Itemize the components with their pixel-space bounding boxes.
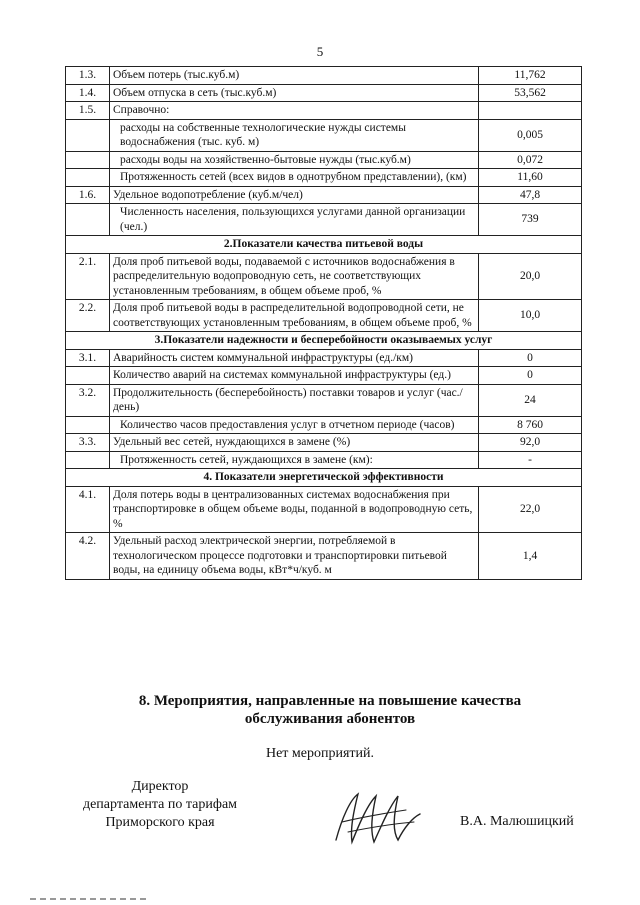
table-row	[66, 169, 582, 187]
indicator-value: -	[479, 451, 582, 469]
indicator-label: Удельный вес сетей, нуждающихся в замене (%)	[110, 434, 479, 452]
signatory-title	[55, 778, 265, 832]
indicator-label: Объем отпуска в сеть (тыс.куб.м)	[110, 84, 479, 102]
indicator-value	[479, 102, 582, 120]
table-row	[66, 434, 582, 452]
indicator-value: 0	[479, 349, 582, 367]
table-row	[66, 367, 582, 385]
table-row	[66, 349, 582, 367]
indicator-label: Удельное водопотребление (куб.м/чел)	[110, 186, 479, 204]
row-number: 2.1.	[66, 253, 110, 300]
handwritten-signature	[328, 788, 428, 848]
table-section-header	[66, 469, 582, 487]
row-number: 1.3.	[66, 67, 110, 85]
table-row	[66, 119, 582, 151]
row-number: 4.2.	[66, 533, 110, 580]
row-number: 3.3.	[66, 434, 110, 452]
indicator-label: расходы на собственные технологические нужды системы водоснабжения (тыс. куб. м)	[110, 119, 479, 151]
section-header-label: 2.Показатели качества питьевой воды	[66, 236, 582, 254]
row-number	[66, 119, 110, 151]
indicator-label: Количество аварий на системах коммунальной инфраструктуры (ед.)	[110, 367, 479, 385]
indicator-value: 92,0	[479, 434, 582, 452]
row-number	[66, 416, 110, 434]
indicator-value: 24	[479, 384, 582, 416]
page-number: 5	[316, 44, 324, 59]
section-header-label: 3.Показатели надежности и бесперебойности оказываемых услуг	[66, 332, 582, 350]
indicator-label: Доля проб питьевой воды, подаваемой с источников водоснабжения в распределительную водопроводную сеть, не соответствующих установленным требованиям, в общем объеме проб, %	[110, 253, 479, 300]
indicator-label: Аварийность систем коммунальной инфраструктуры (ед./км)	[110, 349, 479, 367]
table-row	[66, 84, 582, 102]
table-section-header	[66, 332, 582, 350]
row-number: 3.2.	[66, 384, 110, 416]
signatory-title-line-1: Директор	[131, 779, 189, 794]
indicator-value: 11,762	[479, 67, 582, 85]
row-number	[66, 367, 110, 385]
section-8-heading	[60, 692, 600, 728]
indicator-label: Протяженность сетей (всех видов в однотрубном представлении), (км)	[110, 169, 479, 187]
row-number: 4.1.	[66, 486, 110, 533]
indicator-value: 739	[479, 204, 582, 236]
indicator-label: Доля проб питьевой воды в распределительной водопроводной сети, не соответствующих установленным требованиям, в общем объеме проб, %	[110, 300, 479, 332]
indicator-value: 8 760	[479, 416, 582, 434]
indicator-label: расходы воды на хозяйственно-бытовые нужды (тыс.куб.м)	[110, 151, 479, 169]
table-row	[66, 102, 582, 120]
signatory-title-line-2: департамента по тарифам	[82, 797, 238, 812]
indicator-label: Продолжительность (бесперебойность) поставки товаров и услуг (час./день)	[110, 384, 479, 416]
indicator-value: 22,0	[479, 486, 582, 533]
table-row	[66, 151, 582, 169]
indicator-label: Справочно:	[110, 102, 479, 120]
table-row	[66, 533, 582, 580]
indicator-value: 47,8	[479, 186, 582, 204]
signatory-title-line-3: Приморского края	[105, 815, 215, 830]
row-number	[66, 204, 110, 236]
table-row	[66, 67, 582, 85]
indicator-value: 20,0	[479, 253, 582, 300]
row-number	[66, 451, 110, 469]
row-number: 2.2.	[66, 300, 110, 332]
row-number	[66, 169, 110, 187]
indicator-label: Удельный расход электрической энергии, потребляемой в технологическом процессе подготовки и транспортировки питьевой воды, на единицу объема воды, кВт*ч/куб. м	[110, 533, 479, 580]
row-number: 3.1.	[66, 349, 110, 367]
table-row	[66, 204, 582, 236]
indicator-value: 1,4	[479, 533, 582, 580]
row-number	[66, 151, 110, 169]
indicator-value: 10,0	[479, 300, 582, 332]
indicators-table-body	[66, 67, 582, 580]
table-row	[66, 300, 582, 332]
section-8-heading-line-1: 8. Мероприятия, направленные на повышение качества	[138, 693, 522, 709]
indicator-label: Объем потерь (тыс.куб.м)	[110, 67, 479, 85]
indicator-label: Численность населения, пользующихся услугами данной организации (чел.)	[110, 204, 479, 236]
indicator-value: 0,005	[479, 119, 582, 151]
table-row	[66, 384, 582, 416]
indicators-table	[65, 66, 582, 580]
row-number: 1.6.	[66, 186, 110, 204]
table-row	[66, 486, 582, 533]
row-number: 1.4.	[66, 84, 110, 102]
signatory-name: В.А. Малюшицкий	[460, 814, 574, 829]
table-row	[66, 253, 582, 300]
scan-artifact	[30, 898, 150, 900]
no-measures-note: Нет мероприятий.	[265, 746, 375, 761]
table-row	[66, 416, 582, 434]
table-row	[66, 186, 582, 204]
indicator-value: 0,072	[479, 151, 582, 169]
table-row	[66, 451, 582, 469]
indicator-value: 11,60	[479, 169, 582, 187]
section-header-label: 4. Показатели энергетической эффективности	[66, 469, 582, 487]
indicator-label: Количество часов предоставления услуг в отчетном периоде (часов)	[110, 416, 479, 434]
indicator-value: 0	[479, 367, 582, 385]
table-section-header	[66, 236, 582, 254]
row-number: 1.5.	[66, 102, 110, 120]
indicator-label: Протяженность сетей, нуждающихся в замене (км):	[110, 451, 479, 469]
section-8-heading-line-2: обслуживания абонентов	[244, 711, 416, 727]
indicator-label: Доля потерь воды в централизованных системах водоснабжения при транспортировке в общем объеме воды, поданной в водопроводную сеть, %	[110, 486, 479, 533]
indicator-value: 53,562	[479, 84, 582, 102]
